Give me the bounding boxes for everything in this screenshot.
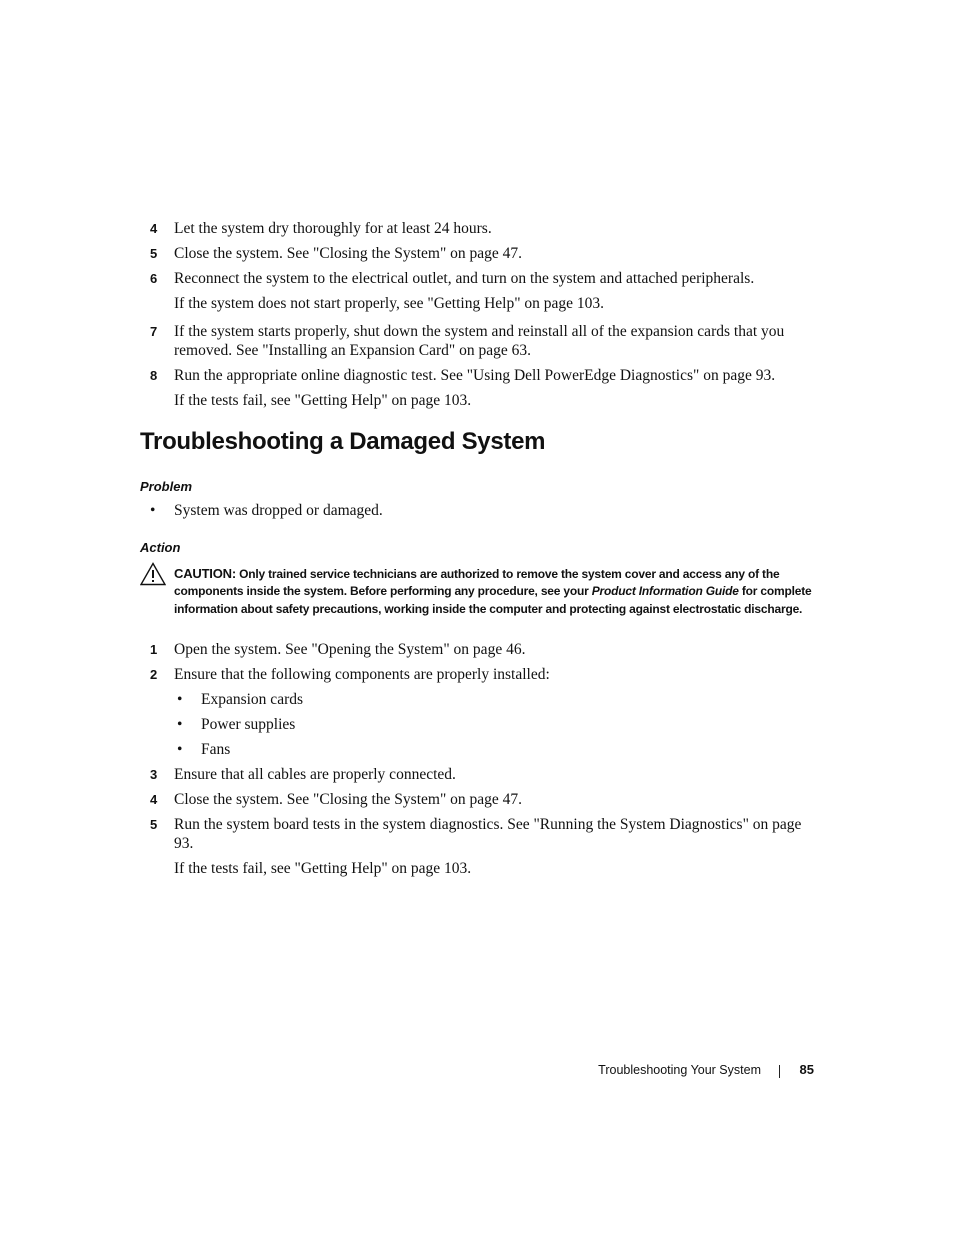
caution-text [174, 565, 819, 618]
footer-chapter-title: Troubleshooting Your System [598, 1063, 761, 1077]
bullet-text: System was dropped or damaged. [174, 502, 383, 519]
step-text: Close the system. See "Closing the System" on page 47. [174, 791, 523, 808]
page-footer [560, 1062, 816, 1080]
step-number: 5 [150, 817, 158, 832]
action-heading: Action [140, 540, 181, 555]
step-text: Reconnect the system to the electrical outlet, and turn on the system and attached peripherals. [174, 270, 755, 287]
step-text: Ensure that the following components are properly installed: [174, 666, 550, 683]
step-number: 2 [150, 667, 158, 682]
step-number: 4 [150, 221, 158, 236]
page-number: 85 [799, 1062, 814, 1077]
problem-heading: Problem [140, 479, 193, 494]
step-text: If the system starts properly, shut down the system and reinstall all of the expansion cards that you removed. See "Installing an Expansion Card" on page 63. [174, 323, 785, 359]
bullet-text: Power supplies [201, 716, 296, 733]
step-text: Run the appropriate online diagnostic test. See "Using Dell PowerEdge Diagnostics" on page 93. [174, 367, 776, 384]
bullet-text: Expansion cards [201, 691, 304, 708]
step-number: 1 [150, 642, 158, 657]
step-text: Let the system dry thoroughly for at least 24 hours. [174, 220, 492, 237]
footer-divider [779, 1065, 780, 1078]
step-text: Close the system. See "Closing the System" on page 47. [174, 245, 523, 262]
caution-label: CAUTION: [174, 566, 236, 581]
bullet-dot: • [150, 502, 156, 519]
bullet-dot: • [177, 741, 183, 758]
step-number: 4 [150, 792, 158, 807]
step-text: Run the system board tests in the system diagnostics. See "Running the System Diagnostics" on page 93. [174, 816, 802, 852]
caution-body-start: Only trained service technicians are authorized to remove the system cover and access any of the components inside the system. Before performing any procedure, see your [174, 567, 780, 599]
warning-triangle-icon [140, 562, 166, 586]
caution-body-end: for complete information about safety precautions, working inside the computer and protecting against electrostatic discharge. [174, 584, 812, 616]
step-6-note: If the system does not start properly, see "Getting Help" on page 103. [174, 295, 605, 312]
step-number: 5 [150, 246, 158, 261]
step-text: Open the system. See "Opening the System" on page 46. [174, 641, 526, 658]
step-number: 8 [150, 368, 158, 383]
bullet-text: Fans [201, 741, 231, 758]
step-number: 7 [150, 324, 158, 339]
step-8-note: If the tests fail, see "Getting Help" on page 103. [174, 392, 472, 409]
final-note: If the tests fail, see "Getting Help" on page 103. [174, 860, 472, 877]
bullet-dot: • [177, 691, 183, 708]
step-number: 6 [150, 271, 158, 286]
product-guide-title: Product Information Guide [591, 584, 739, 599]
step-number: 3 [150, 767, 158, 782]
step-text: Ensure that all cables are properly connected. [174, 766, 456, 783]
section-title: Troubleshooting a Damaged System [140, 428, 546, 455]
bullet-dot: • [177, 716, 183, 733]
